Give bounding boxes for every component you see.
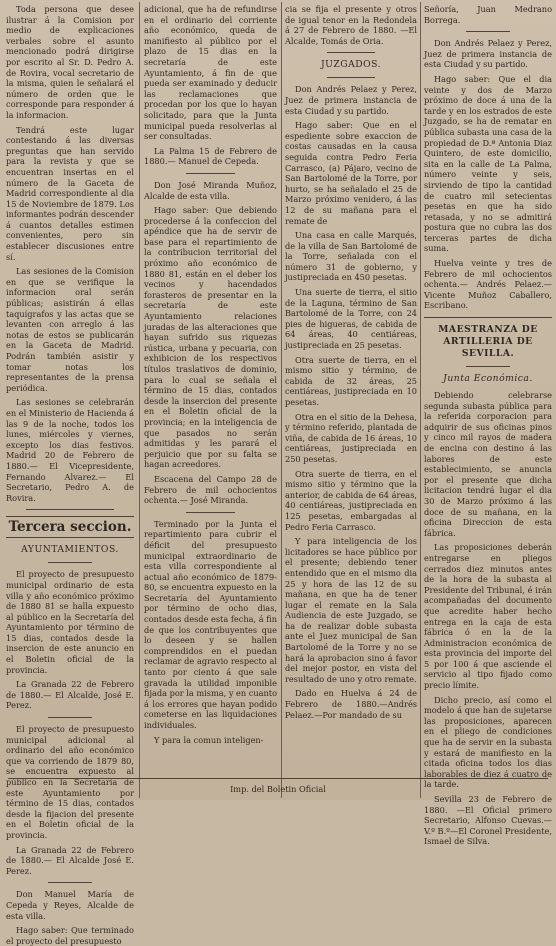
article-paragraph: Don José Miranda Muñoz, Alcalde de esta villa. — [144, 179, 277, 201]
article-paragraph: Debiendo celebrarse segunda subasta pública para la referida corporacion para adquirir de sus oficinas pinos y cinco mil rayos de madera de encina con destino á las labores de este establecimiento, se anuncia por el presente que dicha licitacion tendrá lugar el dia 30 de Marzo próximo á las doce de su mañana, en la oficina Direccion de esta fábrica. — [424, 390, 552, 538]
column-divider — [139, 2, 140, 798]
article-paragraph: El proyecto de presupuesto municipal ordinario de esta villa y año económico próximo de 1880 81 se halla expuesto al público en la Secretaría del Ayuntamiento por término de 15 dias, contados desde la insercion de este anuncio en el Boletin oficial de la provincia. — [6, 569, 134, 675]
section-heading: JUZGADOS. — [320, 59, 382, 71]
article-paragraph: cia se fija el presente y otros de igual tenor en la Redondela á 27 de Febrero de 1880. —El Alcalde, Tomás de Oria. — [285, 4, 417, 46]
article-paragraph: Toda persona que desee ilustrar á la Comision por medio de explicaciones verbales sobre el asunto mencionado podrá dirigirse por escrito al Sr. D. Pedro A. de Rovira, vocal secretario de la misma, quien le señalará el número de orden que le corresponde para responder á la informacion. — [6, 4, 134, 120]
separator-rule — [466, 366, 510, 367]
separator-rule — [186, 512, 235, 513]
article-paragraph: Las sesiones se celebrarán en el Ministerio de Hacienda á las 9 de la noche, todos los lunes, miércoles y viernes, excepto los dias festivos. Madrid 20 de Febrero de 1880.— El Vicepresidente, Fernando Alvarez.— El Secretario, Pedro A. de Rovira. — [6, 397, 134, 503]
separator-rule — [327, 77, 375, 78]
article-paragraph: La Granada 22 de Febrero de 1880.— El Alcalde, José E. Perez. — [6, 679, 134, 711]
article-paragraph: La Granada 22 de Febrero de 1880.— El Alcalde José E. Perez. — [6, 844, 134, 876]
column-1 — [6, 4, 134, 946]
article-paragraph: Hago saber: Que debiendo procederse á la confeccion del apéndice que ha de servir de base para el repartimiento de la contribucion territorial del próximo año económico de 1880 81, están en el deber los vecinos y hacendados forasteros de presentar en la secretaría de este Ayuntamiento relaciones juradas de las alteraciones que hayan sufrido sus riquezas rústica, urbana y pecuaria, con exhibicion de los respectivos títulos traslativos de dominio, para lo cual se señala el término de 15 dias, contados desde la insercion del presente en el Boletin oficial de la provincia; en la inteligencia de que pasados no serán admitidas y les parará el perjuicio que por su falta se hagan acreedores. — [144, 205, 277, 470]
article-paragraph: Otra en el sitio de la Dehesa, y término referido, plantada de viña, de cabida de 16 áreas, 10 centiáreas, justipreciada en 250 pesetas. — [285, 411, 417, 464]
separator-rule — [327, 52, 375, 53]
article-paragraph: Dado en Huelva á 24 de Febrero de 1880.—Andrés Pelaez.—Por mandado de su — [285, 688, 417, 720]
article-paragraph: Las sesiones de la Comision en que se verifique la informacion oral serán públicas; asistirán á ellas taquígrafos y las actas que se levanten con arreglo á las notas de estos se publicarán en la Gaceta de Madrid. Podrán también asistir y tomar notas los representantes de la prensa periódica. — [6, 266, 134, 393]
article-paragraph: adicional, que ha de refundirse en el ordinario del corriente año económico, queda de manifiesto al público por el plazo de 15 dias en la secretaría de este Ayuntamiento, á fin de que pueda ser examinado y deducir las reclamaciones que procedan por los que lo hayan solicitado, para que la Junta municipal pueda resolverlas al ser consultadas. — [144, 4, 277, 142]
article-paragraph: El proyecto de presupuesto municipal adicional al ordinario del año económico que va corriendo de 1879 80, se encuentra expuesto al público en la Secretaría de este Ayuntamiento por término de 15 dias, contados desde la fijacion del presente en el Boletin oficial de la provincia. — [6, 724, 134, 840]
column-divider — [420, 2, 421, 798]
article-paragraph: Y para la comun inteligen- — [154, 734, 264, 745]
article-paragraph: Otra suerte de tierra, en el mismo sitio y término, de cabida de 32 áreas, 25 centiáreas, justipreciada en 10 pesetas. — [285, 354, 417, 407]
section-heading: AYUNTAMIENTOS. — [21, 544, 119, 556]
column-divider — [281, 2, 282, 798]
column-2 — [144, 4, 277, 796]
article-paragraph: Escacena del Campo 28 de Febrero de mil ochocientos ochenta.— José Miranda. — [144, 473, 277, 506]
article-paragraph: Una casa en calle Marqués, de la villa de San Bartolomé de la Torre, señalada con el número 31 de gobierno, y justipreciada en 450 pesetas. — [285, 230, 417, 283]
separator-rule — [186, 173, 235, 174]
article-paragraph: Don Andrés Pelaez y Perez, Juez de primera instancia de esta Ciudad y su partido. — [424, 38, 552, 70]
article-paragraph: Y para inteligencia de los licitadores se hace público por el presente; debiendo tener entendido que en el mismo dia 25 y hora de las 12 de su mañana, en que ha de tener lugar el remate en la Sala Audiencia de este Juzgado, se ha de realizar doble subasta ante el Juez municipal de San Bartolomé de la Torre y no se hará la aprobacion sino á favor del mejor postor, en vista del resultado de uno y otro remate. — [285, 536, 417, 684]
article-paragraph: Don Manuel María de Cepeda y Reyes, Alcalde de esta villa. — [6, 889, 134, 921]
section-heading: MAESTRANZA DE ARTILLERIA DE SEVILLA. — [438, 324, 538, 360]
separator-rule — [48, 882, 92, 883]
column-3 — [285, 4, 417, 796]
footer-rule — [8, 778, 548, 779]
article-paragraph: Terminado por la Junta el repartimiento para cubrir el déficit del presupuesto municipal extraordinario de esta villa correspondiente al actual año económico de 1879-80, se encuentra expuesto en la Secretaría del Ayuntamiento por término de ocho dias, contados desde esta fecha, á fin de que los contribuyentes que lo deseen y se hallen comprendidos en el puedan reclamar de agravio respecto al tanto por ciento á que sale gravada la utilidad imponible fijada por la misma, y en cuanto á los errores que hayan podido cometerse en las liquidaciones individuales. — [144, 518, 278, 730]
article-paragraph: Tendrá este lugar contestando á las diversas preguntas que han servido para la revista y que se encuentran insertas en el número de la Gaceta de Madrid correspondiente al dia 15 de Noviembre de 1879. Los informantes podrán descender á cuantos detalles estimen convenientes, pero sin establecer discusiones entre sí. — [6, 124, 134, 262]
separator-rule — [424, 317, 552, 318]
separator-rule — [466, 31, 510, 32]
article-paragraph: Señoría, Juan Medrano Borrega. — [424, 4, 552, 25]
separator-rule — [26, 509, 114, 510]
article-paragraph: Hago saber: Que en el espediente sobre exaccion de costas causadas en la causa seguida contra Pedro Feria Carrasco, (a) Pájaro, vecino de San Bartolomé de la Torre, por hurto, se ha señalado el 25 de Marzo próximo venidero, á las 12 de su mañana para el remate de — [285, 120, 417, 226]
separator-rule — [48, 717, 92, 718]
article-paragraph: Huelva veinte y tres de Febrero de mil ochocientos ochenta.— Andrés Pelaez.— Vicente Muñoz Caballero, Escribano. — [424, 258, 552, 311]
column-4 — [424, 4, 552, 847]
imprint-text: Imp. del Boletin Oficial — [230, 784, 326, 794]
article-paragraph: Una suerte de tierra, el sitio de la Laguna, término de San Bartolomé de la Torre, con 24 pies de higueras, de cabida de 64 áreas, 40 centiáreas, justipreciada en 25 pesetas. — [285, 287, 417, 351]
article-paragraph: Hago saber: Que el dia veinte y dos de Marzo próximo de doce á una de la tarde y en los estrados de este Juzgado, se ha de rematar en pública subasta una casa de la propiedad de D.ª Antonia Diaz Quintero, de este domicilio, sita en la calle de La Palma, número veinte y seis, sirviendo de tipo la cantidad de cuatro mil setecientas pesetas en que ha sido retasada, y no se admitirá postura que no cubra las dos terceras partes de dicha suma. — [424, 73, 552, 254]
article-paragraph: Hago saber: Que terminado el proyecto del presupuesto — [6, 925, 134, 946]
section-heading: Junta Económica. — [443, 373, 533, 385]
separator-rule — [48, 562, 92, 563]
article-paragraph: Otra suerte de tierra, en el mismo sitio y término que la anterior, de cabida de 64 áreas, 40 centiáreas, justipreciada en 125 pesetas, embargadas al Pedro Feria Carrasco. — [285, 468, 417, 532]
article-paragraph: Sevilla 23 de Febrero de 1880. —El Oficial primero Secretario, Alfonso Cuevas.— V.º B.º—El Coronel Presidente, Ismael de Silva. — [424, 794, 552, 847]
article-paragraph: Dicho precio, así como el modelo á que han de sujetarse las proposiciones, aparecen en el pliego de condiciones que ha de servir en la subasta y estará de manifiesto en la citada oficina todos los dias laborables de diez á cuatro de la tarde. — [424, 694, 552, 790]
section-title: Tercera seccion. — [6, 516, 134, 538]
article-paragraph: La Palma 15 de Febrero de 1880.— Manuel de Cepeda. — [144, 145, 277, 167]
imprint-footer — [8, 778, 548, 794]
article-paragraph: Las proposiciones deberán entregarse en pliegos cerrados diez minutos antes de la hora de la subasta al Presidente del Tribunal, é irán acompañadas del documento que acredite haber hecho entrega en la caja de esta fábrica ó en la de la Administracion económica de esta provincia del importe del 5 por 100 á que asciende el servicio al tipo fijado como precio límite. — [424, 542, 552, 691]
article-paragraph: Don Andrés Pelaez y Perez, Juez de primera instancia de esta Ciudad y su partido. — [285, 84, 417, 116]
